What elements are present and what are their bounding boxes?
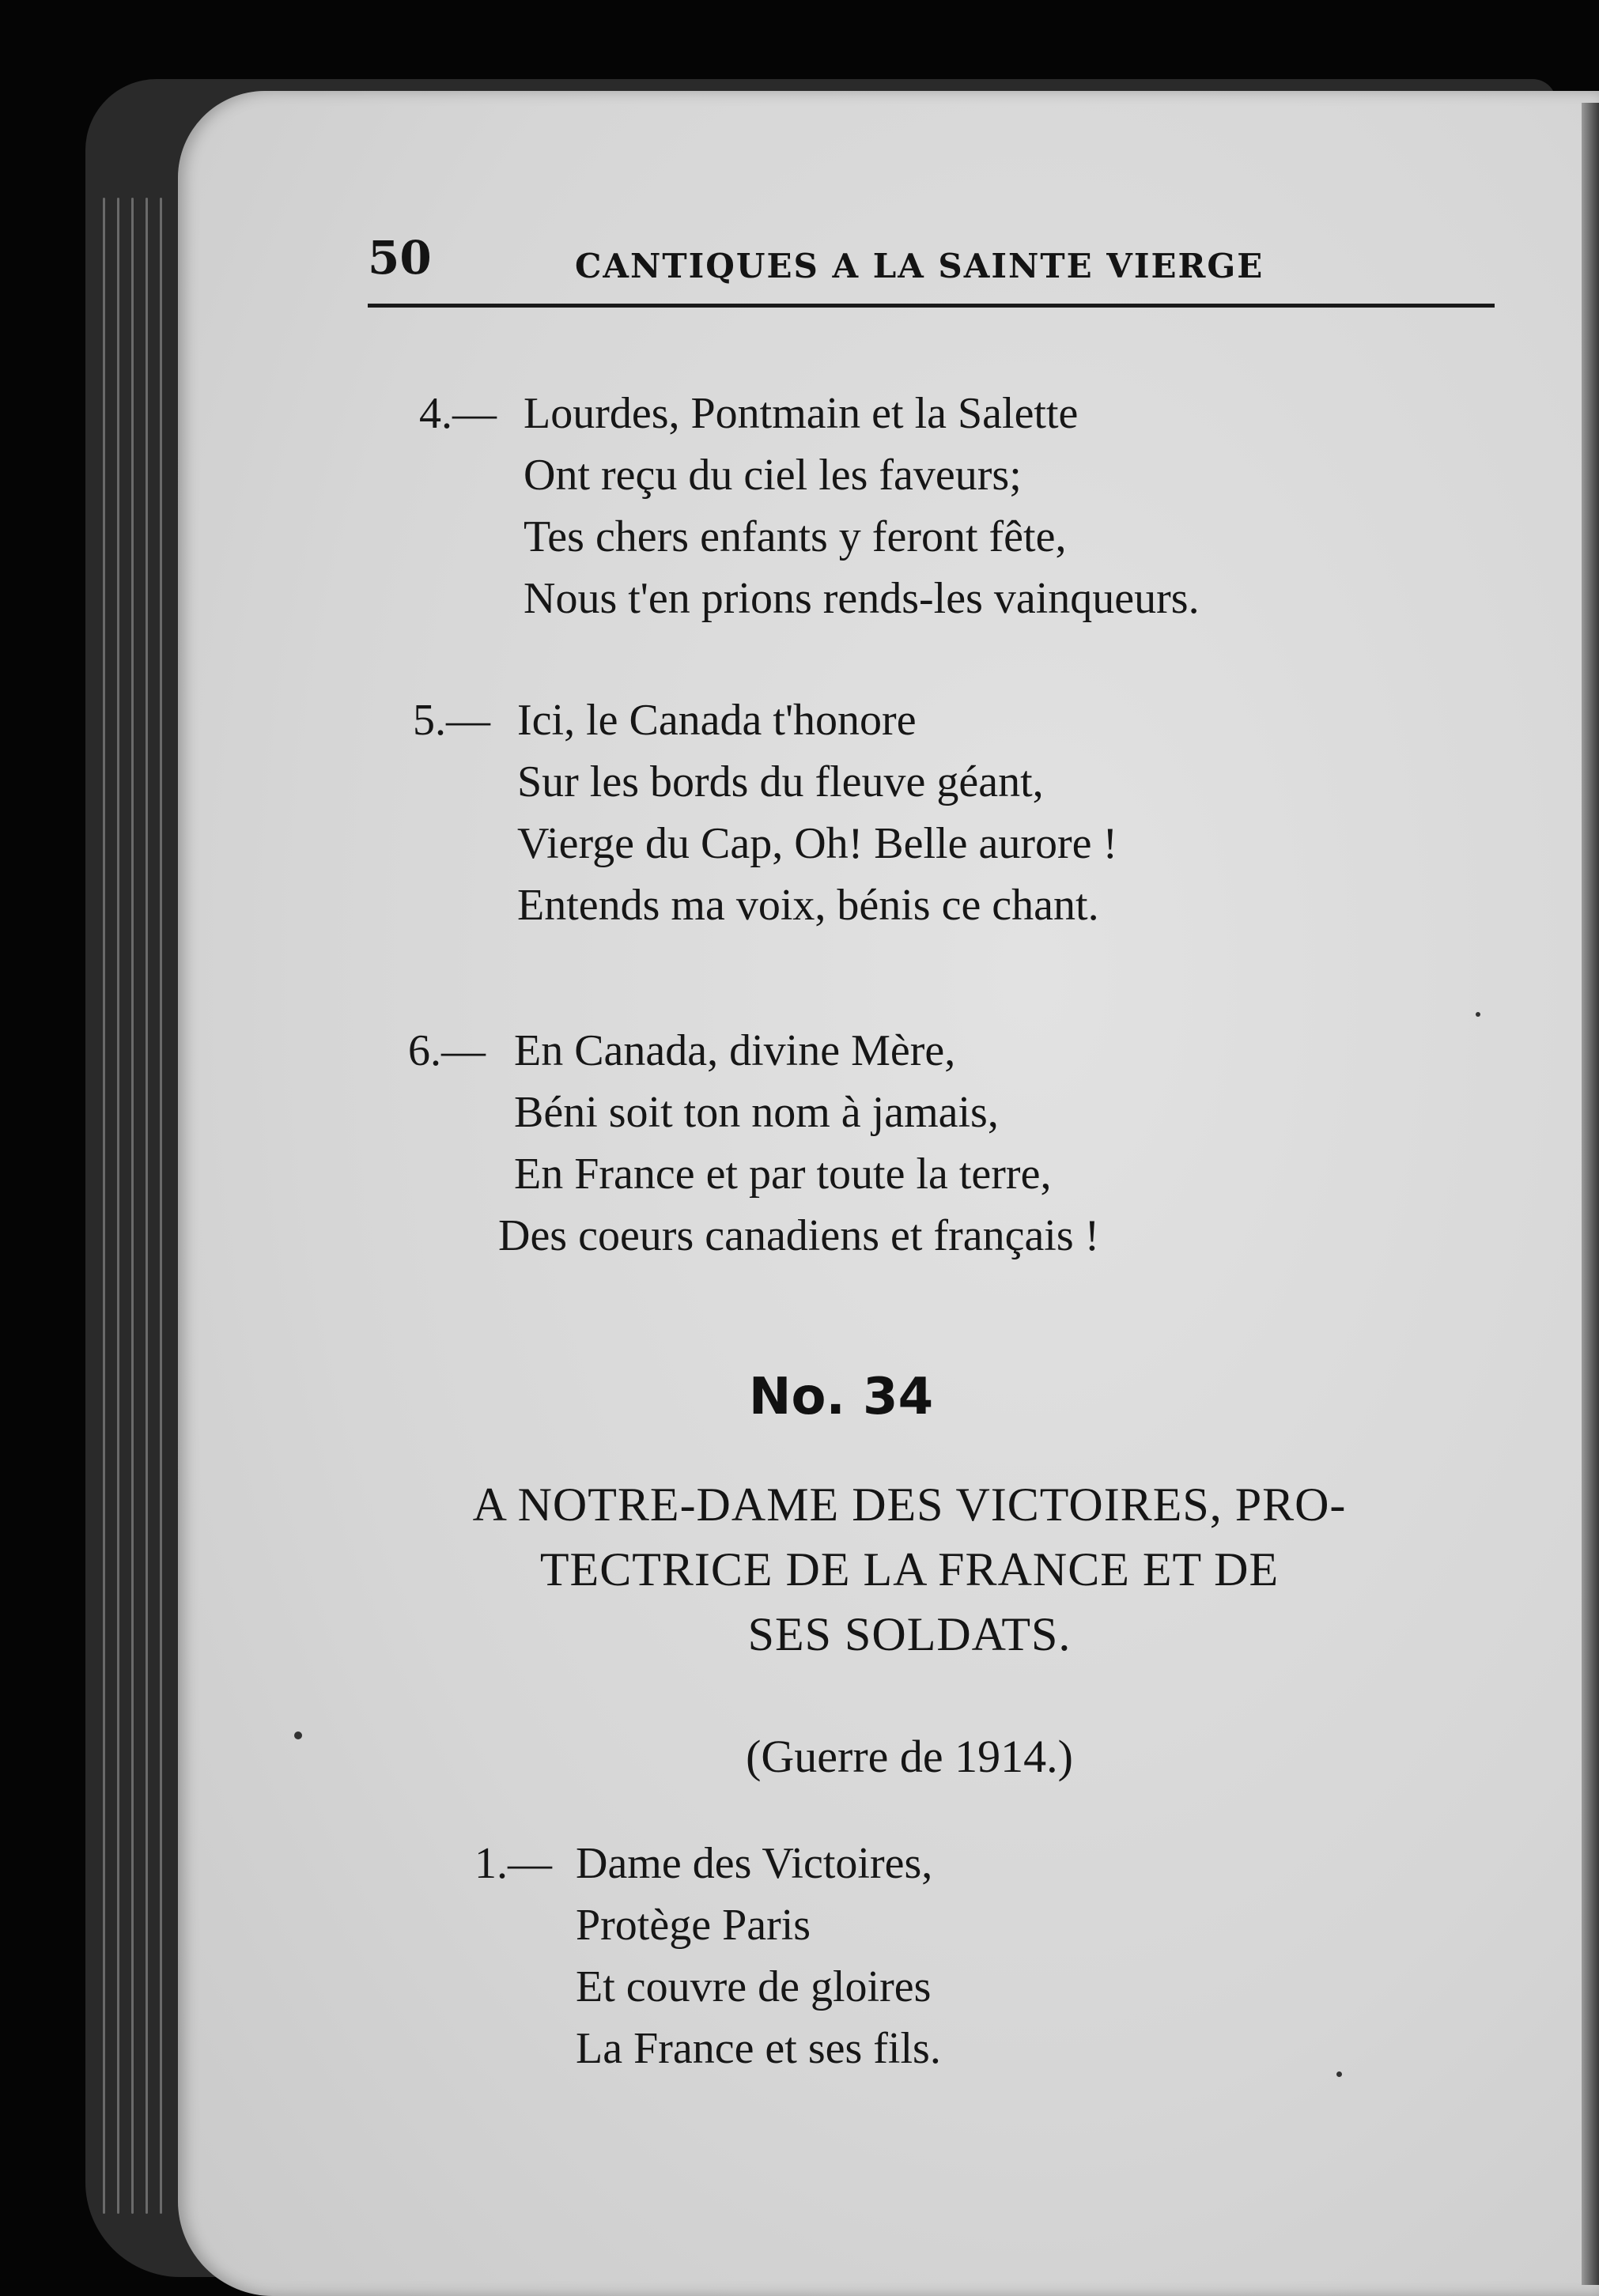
- verse-line: Béni soit ton nom à jamais,: [514, 1088, 999, 1137]
- page-edge-line: [131, 198, 134, 2214]
- verse-line: Lourdes, Pontmain et la Salette: [524, 389, 1079, 438]
- verse-line: Sur les bords du fleuve géant,: [517, 757, 1044, 806]
- verse-line: Dame des Victoires,: [576, 1839, 933, 1888]
- page-gutter-shadow: [1582, 103, 1599, 2285]
- verse-line: Des coeurs canadiens et français !: [498, 1211, 1100, 1260]
- page-edge-line: [117, 198, 119, 2214]
- verse-line: Et couvre de gloires: [576, 1962, 932, 2011]
- verse-line: Tes chers enfants y feront fête,: [524, 512, 1067, 561]
- page-number: 50: [368, 231, 432, 285]
- verse-line: En Canada, divine Mère,: [514, 1026, 956, 1075]
- scan-speck: [294, 1731, 302, 1739]
- stanza-number: 6.—: [408, 1026, 486, 1075]
- hymn-title: [340, 1472, 1479, 1667]
- page-edge-line: [160, 198, 162, 2214]
- stanza-4: [419, 383, 1200, 629]
- stanza-number: 1.—: [474, 1839, 552, 1888]
- hymn-number: No. 34: [748, 1368, 934, 1426]
- verse-line: Entends ma voix, bénis ce chant.: [517, 881, 1099, 930]
- verse-line: Vierge du Cap, Oh! Belle aurore !: [517, 819, 1118, 868]
- scan-speck: [1336, 2071, 1342, 2077]
- verse-line: Nous t'en prions rends-les vainqueurs.: [524, 574, 1200, 623]
- hymn-subtitle: (Guerre de 1914.): [746, 1731, 1073, 1782]
- stanza-number: 5.—: [413, 696, 490, 745]
- verse-line: Ici, le Canada t'honore: [517, 696, 917, 745]
- page-edge-line: [103, 198, 105, 2214]
- page-edge-line: [146, 198, 148, 2214]
- verse-line: Ont reçu du ciel les faveurs;: [524, 451, 1022, 500]
- hymn-stanza-1: [474, 1833, 941, 2079]
- verse-line: La France et ses fils.: [576, 2024, 941, 2073]
- header-rule: [368, 304, 1495, 308]
- hymn-title-line: A NOTRE-DAME DES VICTOIRES, PRO-: [472, 1478, 1347, 1531]
- running-title: CANTIQUES A LA SAINTE VIERGE: [575, 247, 1264, 285]
- stanza-6: [408, 1020, 1099, 1267]
- hymn-title-line: TECTRICE DE LA FRANCE ET DE: [539, 1543, 1280, 1595]
- verse-line: En France et par toute la terre,: [514, 1150, 1052, 1199]
- stanza-5: [413, 689, 1117, 936]
- scan-speck: [1476, 1012, 1480, 1017]
- hymn-title-line: SES SOLDATS.: [747, 1608, 1072, 1660]
- verse-line: Protège Paris: [576, 1901, 811, 1950]
- page-header: [368, 231, 1495, 294]
- stanza-number: 4.—: [419, 389, 497, 438]
